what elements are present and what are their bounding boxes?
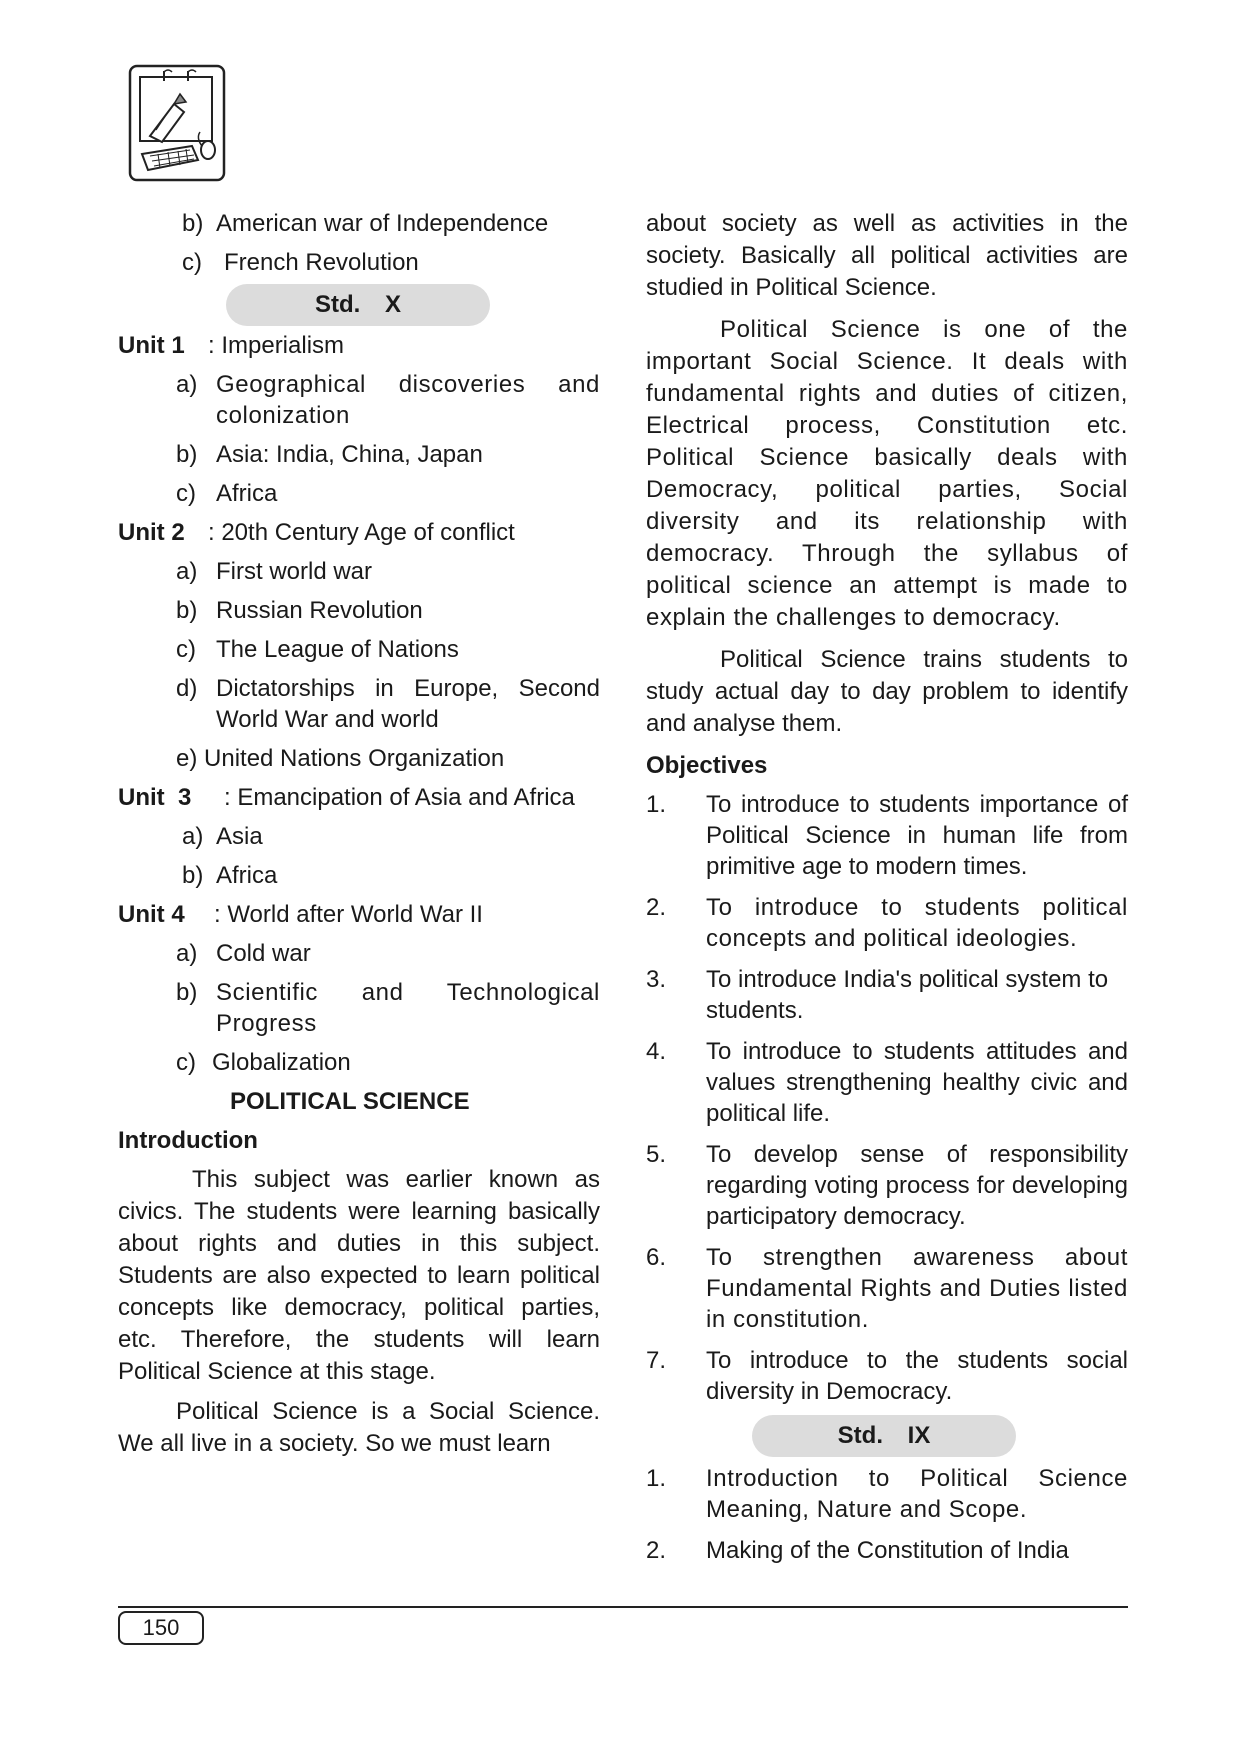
right-column <box>646 208 1128 1566</box>
list-item: a) Geographical discoveries and colonization <box>176 371 600 429</box>
std-ix-badge: Std. IX <box>752 1415 1016 1457</box>
list-item: 2. Making of the Constitution of India <box>646 1537 1069 1564</box>
list-item: 3. To introduce India's political system to students. <box>646 966 1109 1024</box>
page-number: 150 <box>118 1611 204 1645</box>
unit-3-heading: Unit 3 : Emancipation of Asia and Africa <box>118 784 575 811</box>
paragraph: Political Science is a Social Science. We all live in a society. So we must learn <box>118 1398 600 1457</box>
list-item: b) Africa <box>182 862 278 889</box>
list-item: c) Globalization <box>176 1049 351 1076</box>
list-item: c) French Revolution <box>182 249 419 276</box>
list-item: 6. To strengthen awareness about Fundamental Rights and Duties listed in constitution. <box>646 1244 1128 1333</box>
objectives-heading: Objectives <box>646 752 768 779</box>
list-item: b) Russian Revolution <box>176 597 423 624</box>
section-title: POLITICAL SCIENCE <box>230 1088 470 1115</box>
paragraph: about society as well as activities in the society. Basically all political activities are studied in Political Science. <box>646 210 1128 301</box>
list-item: a) First world war <box>176 558 373 585</box>
list-item: 5. To develop sense of responsibility regarding voting process for developing participatory democracy. <box>646 1141 1128 1230</box>
std-x-badge: Std. X <box>226 284 490 326</box>
footer-divider <box>118 1606 1128 1608</box>
list-item: 1. Introduction to Political Science Meaning, Nature and Scope. <box>646 1465 1128 1523</box>
list-item: c) Africa <box>176 480 278 507</box>
unit-2-heading: Unit 2 : 20th Century Age of conflict <box>118 519 515 546</box>
list-item: b) Asia: India, China, Japan <box>176 441 483 468</box>
computer-pencil-logo-icon <box>128 64 226 182</box>
list-item: b) American war of Independence <box>182 210 549 237</box>
unit-4-heading: Unit 4 : World after World War II <box>118 901 483 928</box>
paragraph: This subject was earlier known as civics. The students were learning basically about rights and duties in this subject. Students are also expected to learn political concepts like democracy, political parties, etc. Therefore, the students will learn Political Science at this stage. <box>118 1166 600 1385</box>
list-item: b) Scientific and Technological Progress <box>176 979 600 1037</box>
unit-1-heading: Unit 1 : Imperialism <box>118 332 345 359</box>
list-item: d) Dictatorships in Europe, Second World War and world <box>176 675 600 733</box>
list-item: 2. To introduce to students political concepts and political ideologies. <box>646 894 1128 952</box>
list-item: 7. To introduce to the students social diversity in Democracy. <box>646 1347 1128 1405</box>
list-item: a) Asia <box>182 823 263 850</box>
list-item: 1. To introduce to students importance of Political Science in human life from primitive age to modern times. <box>646 791 1128 880</box>
list-item: c) The League of Nations <box>176 636 459 663</box>
list-item: a) Cold war <box>176 940 311 967</box>
introduction-heading: Introduction <box>118 1127 258 1154</box>
left-column <box>118 208 600 1460</box>
paragraph: Political Science trains students to study actual day to day problem to identify and analyse them. <box>646 646 1128 737</box>
list-item: e) United Nations Organization <box>176 745 505 772</box>
list-item: 4. To introduce to students attitudes and values strengthening healthy civic and political life. <box>646 1038 1128 1127</box>
paragraph: Political Science is one of the important Social Science. It deals with fundamental rights and duties of citizen, Electrical process, Constitution etc. Political Science basically deals with Democracy, political parties, Social diversity and its relationship with democracy. Through the syllabus of political science an attempt is made to explain the challenges to democracy. <box>646 316 1128 631</box>
